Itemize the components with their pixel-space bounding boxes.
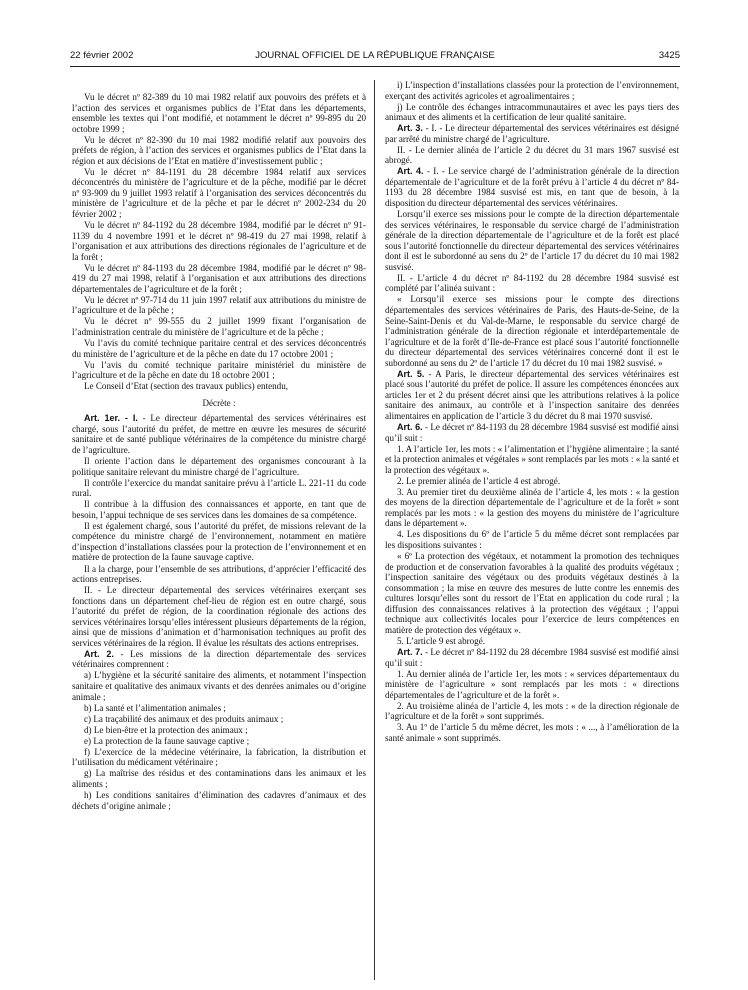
paragraph-text: 4. Les dispositions du 6º de l’article 5 du même décret sont remplacées par les dispositions suivantes : [385, 529, 679, 551]
paragraph [385, 102, 679, 123]
paragraph [385, 145, 679, 166]
paragraph [72, 360, 366, 381]
paragraph [72, 585, 366, 648]
paragraph-text: Vu le décret nº 84-1191 du 28 décembre 1984 relatif aux services déconcentrés du ministère de l’agriculture et de la pêche, modifié par le décret nº 93-909 du 9 juillet 1993 relatif à l’organisation des services déconcentrés du ministère de l’agriculture et de la pêche et par le décret nº 2002-234 du 20 février 2002 ; [72, 166, 366, 220]
article-label: Art. 1er. - I. [84, 413, 138, 424]
page-header [70, 50, 680, 66]
paragraph-text: Il a la charge, pour l’ensemble de ses attributions, d’apprécier l’efficacité des actions entreprises. [72, 563, 366, 585]
paragraph-text: Vu le décret nº 97-714 du 11 juin 1997 relatif aux attributions du ministre de l’agriculture et de la pêche ; [72, 294, 366, 316]
paragraph-text: II. - L’article 4 du décret nº 84-1192 du 28 décembre 1984 susvisé est complété par l’alinéa suivant : [385, 272, 679, 294]
paragraph [72, 521, 366, 563]
paragraph-text: - Le directeur départemental des services vétérinaires est chargé, sous l’autorité du préfet, de mettre en œuvre les mesures de sécurité sanitaire et de santé publique vétérinaires de la compétence du ministre chargé de l’agriculture. [72, 413, 366, 455]
paragraph [385, 209, 679, 272]
article-paragraph [385, 166, 679, 208]
paragraph-text: Il contrôle l’exercice du mandat sanitaire prévu à l’article L. 221-11 du code rural. [72, 477, 366, 499]
paragraph [72, 768, 366, 789]
header-rule [70, 66, 680, 67]
paragraph [385, 722, 679, 743]
paragraph [385, 701, 679, 722]
paragraph-text: - Le décret nº 84-1193 du 28 décembre 1984 susvisé est modifié ainsi qu’il suit : [385, 422, 679, 443]
paragraph-text: Vu le décret nº 82-390 du 10 mai 1982 modifié relatif aux pouvoirs des préfets de région, à l’action des services et organismes publics de l’Etat dans la région et aux décisions de l’Etat en matière d’investissement public ; [72, 134, 366, 166]
article-label: Art. 4. [397, 166, 424, 177]
paragraph-text: j) Le contrôle des échanges intracommunautaires et avec les pays tiers des animaux et des aliments et la certification de leur qualité sanitaire. [385, 101, 679, 123]
article-paragraph [72, 413, 366, 455]
paragraph-text: 2. Au troisième alinéa de l’article 4, les mots : « de la direction régionale de l’agriculture et de la forêt » sont supprimés. [385, 700, 679, 722]
paragraph [72, 478, 366, 499]
paragraph-text: 3. Au premier tiret du deuxième alinéa de l’article 4, les mots : « la gestion des moyens de la direction départementale de l’agriculture et de la forêt » sont remplacés par les mots : « la gestion des moyens du ministère de l’agriculture dans le département ». [385, 486, 679, 529]
paragraph-text: 2. Le premier alinéa de l’article 4 est abrogé. [397, 475, 561, 486]
paragraph-text: Le Conseil d’Etat (section des travaux publics) entendu, [84, 381, 289, 392]
paragraph-text: - I. - Le directeur départemental des services vétérinaires est désigné par arrêté du ministre chargé de l’agriculture. [385, 123, 679, 144]
paragraph-text: Vu le décret nº 84-1193 du 28 décembre 1984, modifié par le décret nº 98-419 du 27 mai 1998, relatif à l’organisation et aux attributions des directions départementales de l’agriculture et de la forêt ; [72, 262, 366, 294]
paragraph [385, 80, 679, 101]
paragraph-text: II. - Le directeur départemental des services vétérinaires exerçant ses fonctions dans un département chef-lieu de région est en outre chargé, sous l’autorité du préfet de région, de la coordination régionale des actions des services vétérinaires lorsqu’elles intéressent plusieurs départements de la région, ainsi que de missions d’animation et d’harmonisation techniques au profit des services vétérinaires de la région. Il évalue les résultats des actions entreprises. [72, 585, 366, 648]
paragraph-text: a) L’hygiène et la sécurité sanitaire des aliments, et notamment l’inspection sanitaire et qualitative des animaux vivants et des denrées animales ou d’origine animale ; [72, 670, 366, 702]
article-label: Art. 7. [397, 646, 423, 657]
paragraph-text: 1. Au dernier alinéa de l’article 1er, les mots : « services départementaux du ministère de l’agriculture » sont remplacés par les mots : « directions départementales de l’agriculture et de la forêt ». [385, 668, 679, 700]
paragraph [72, 263, 366, 295]
article-paragraph [385, 647, 679, 668]
paragraph-text: i) L’inspection d’installations classées pour la protection de l’environnement, exerçant des activités agricoles et agroalimentaires ; [385, 80, 679, 101]
paragraph [72, 725, 366, 736]
paragraph-text: Vu l’avis du comité technique paritaire ministériel du ministère de l’agriculture et de la pêche en date du 18 octobre 2001 ; [72, 359, 366, 381]
paragraph-text: b) La santé et l’alimentation animales ; [84, 702, 226, 713]
paragraph [385, 551, 679, 635]
paragraph-text: e) La protection de la faune sauvage captive ; [84, 735, 250, 746]
paragraph-text: - Les missions de la direction départementale des services vétérinaires comprennent : [72, 648, 366, 670]
paragraph-text: Il est également chargé, sous l’autorité du préfet, de missions relevant de la compétence du ministre chargé de l’environnement, notamment en matière d’inspection d’installations classées pour la protection de l’environnement et en matière de protection de la faune sauvage captive. [72, 520, 366, 563]
paragraph [72, 736, 366, 747]
paragraph-text: Décrète : [202, 397, 236, 408]
article-label: Art. 6. [397, 422, 423, 432]
header-page-number: 3425 [658, 50, 680, 61]
paragraph [72, 167, 366, 220]
paragraph-text: Vu le décret nº 84-1192 du 28 décembre 1984, modifié par le décret nº 91-1139 du 4 novembre 1991 et le décret nº 98-419 du 27 mai 1998, relatif à l’organisation et aux attributions des directions régionales de l’agriculture et de la forêt ; [72, 220, 366, 262]
paragraph [385, 529, 679, 550]
paragraph-text: c) La traçabilité des animaux et des produits animaux ; [84, 713, 284, 724]
paragraph-text: « Lorsqu’il exerce ses missions pour le compte des directions départementales des services vétérinaires de Paris, des Hauts-de-Seine, de la Seine-Saint-Denis et du Val-de-Marne, le responsable du service chargé de l’administration générale de la direction régionale et interdépartementale de l’agriculture et de la forêt d’Ile-de-France est placé sous l’autorité fonctionnelle du directeur départemental des services vétérinaires concerné dont il est le subordonné au sens du 2º de l’article 17 du décret du 10 mai 1982 susvisé. » [385, 294, 679, 368]
article-label: Art. 2. [84, 648, 114, 659]
article-paragraph [72, 649, 366, 670]
paragraph-text: f) L’exercice de la médecine vétérinaire, la fabrication, la distribution et l’utilisation du médicament vétérinaire ; [72, 746, 366, 768]
paragraph-text: g) La maîtrise des résidus et des contaminations dans les animaux et les aliments ; [72, 768, 366, 789]
paragraph-text: Vu le décret nº 82-389 du 10 mai 1982 relatif aux pouvoirs des préfets et à l’action des services et organismes publics de l’Etat dans les départements, ensemble les textes qui l’ont modifié, et notamment le décret nº 99-895 du 20 octobre 1999 ; [72, 92, 366, 134]
paragraph-text: II. - Le dernier alinéa de l’article 2 du décret du 31 mars 1967 susvisé est abrogé. [385, 144, 679, 166]
paragraph [385, 669, 679, 701]
paragraph-text: 3. Au 1º de l’article 5 du même décret, les mots : « ..., à l’amélioration de la santé animale » sont supprimés. [385, 722, 679, 743]
paragraph [385, 294, 679, 368]
paragraph-text: d) Le bien-être et la protection des animaux ; [84, 724, 248, 735]
paragraph [72, 316, 366, 337]
header-date: 22 février 2002 [70, 50, 134, 61]
paragraph [72, 135, 366, 167]
paragraph-text: Il contribue à la diffusion des connaissances et apporte, en tant que de besoin, l’appui technique de ses services dans les domaines de sa compétence. [72, 499, 366, 520]
paragraph [72, 381, 366, 392]
paragraph-text: Vu l’avis du comité technique paritaire central et des services déconcentrés du ministère de l’agriculture et de la pêche en date du 17 octobre 2001 ; [72, 338, 366, 359]
paragraph-text: - I. - Le service chargé de l’administration générale de la direction départementale de l’agriculture et de la forêt prévu à l’article 4 du décret nº 84-1193 du 28 décembre 1984 susvisé est mis, en tant que de besoin, à la disposition du directeur départemental des services vétérinaires. [385, 166, 679, 209]
paragraph-text: 1. A l’article 1er, les mots : « l’alimentation et l’hygiène alimentaire ; la santé et la protection animales et végétales » sont remplacés par les mots : « la santé et la protection des végétaux ». [385, 443, 679, 475]
paragraph [385, 636, 679, 647]
paragraph [385, 273, 679, 294]
paragraph [72, 398, 366, 409]
paragraph-text: 5. L’article 9 est abrogé. [397, 635, 486, 646]
paragraph [72, 295, 366, 316]
paragraph [385, 487, 679, 529]
column-divider [374, 80, 375, 980]
paragraph-text: Lorsqu’il exerce ses missions pour le compte de la direction départementale des services vétérinaires, le responsable du service chargé de l’administration générale de la direction départementale de l’agriculture et de la forêt est placé sous l’autorité fonctionnelle du directeur départemental des services vétérinaires dont il est le subordonné au sens du 2º de l’article 17 du décret du 10 mai 1982 susvisé. [385, 209, 679, 272]
header-title: JOURNAL OFFICIEL DE LA RÉPUBLIQUE FRANÇAISE [255, 50, 495, 61]
paragraph [72, 564, 366, 585]
paragraph [72, 92, 366, 134]
article-paragraph [385, 422, 679, 443]
paragraph-text: Il oriente l’action dans le département des organismes concourant à la politique sanitaire relevant du ministre chargé de l’agriculture. [72, 456, 366, 477]
paragraph [72, 456, 366, 477]
article-paragraph [385, 123, 679, 144]
paragraph [72, 703, 366, 714]
paragraph [72, 499, 366, 520]
paragraph-text: - A Paris, le directeur départemental des services vétérinaires est placé sous l’autorité du préfet de police. Il assure les compétences énoncées aux articles 1er et 2 du présent décret ainsi que les attributions relatives à la police sanitaire des animaux, au contrôle et à l’inspection sanitaire des denrées alimentaires en application de l’article 3 du décret du 8 mai 1970 susvisé. [385, 368, 679, 421]
paragraph-text: « 6º La protection des végétaux, et notamment la promotion des techniques de production et de conservation favorables à la qualité des produits végétaux ; l’inspection sanitaire des végétaux ou des produits végétaux destinés à la consommation ; la mise en œuvre des mesures de lutte contre les ennemis des cultures lorsqu’elles sont du ressort de l’Etat en application du code rural ; la diffusion des connaissances relatives à la protection des végétaux ; l’appui technique aux collectivités locales pour l’exercice de leurs compétences en matière de protection des végétaux ». [385, 551, 679, 635]
paragraph [385, 476, 679, 487]
paragraph [72, 670, 366, 702]
article-label: Art. 3. [397, 123, 423, 134]
left-column [72, 92, 366, 982]
article-label: Art. 5. [397, 368, 425, 379]
paragraph [72, 747, 366, 768]
paragraph [72, 338, 366, 359]
article-paragraph [385, 369, 679, 422]
paragraph [385, 444, 679, 476]
paragraph [72, 220, 366, 262]
paragraph-text: h) Les conditions sanitaires d’élimination des cadavres d’animaux et des déchets d’origine animale ; [72, 790, 366, 811]
paragraph-text: Vu le décret nº 99-555 du 2 juillet 1999 fixant l’organisation de l’administration centrale du ministère de l’agriculture et de la pêche ; [72, 316, 366, 338]
paragraph-text: - Le décret nº 84-1192 du 28 décembre 1984 susvisé est modifié ainsi qu’il suit : [385, 646, 679, 668]
paragraph [72, 790, 366, 811]
paragraph [72, 714, 366, 725]
right-column [385, 80, 679, 970]
